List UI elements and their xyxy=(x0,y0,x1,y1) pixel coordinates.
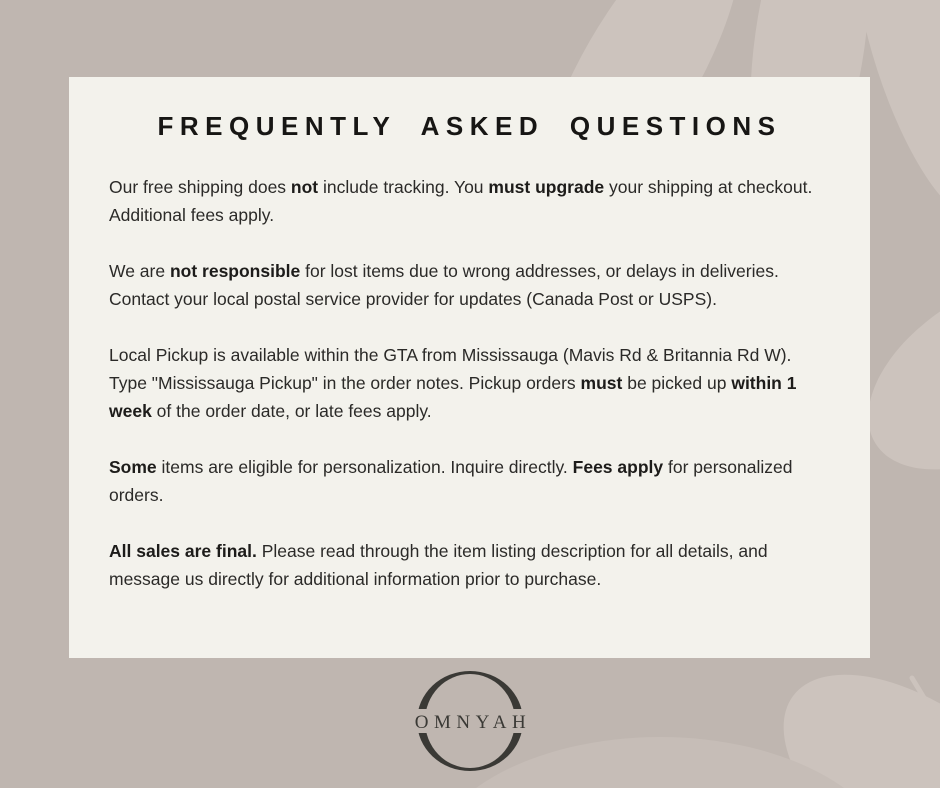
faq-paragraph: Some items are eligible for personalization. Inquire directly. Fees apply for personalized orders. xyxy=(109,457,793,505)
faq-paragraph: Local Pickup is available within the GTA from Mississauga (Mavis Rd & Britannia Rd W). Type "Mississauga Pickup" in the order notes. Pickup orders must be picked up within 1 week of the order date, or late fees apply. xyxy=(109,345,797,421)
logo-wordmark: OMNYAH xyxy=(414,712,532,733)
omnyah-logo xyxy=(408,666,532,778)
faq-paragraph: Our free shipping does not include tracking. You must upgrade your shipping at checkout. Additional fees apply. xyxy=(109,177,813,225)
logo-ring-icon xyxy=(408,666,532,778)
faq-paragraph: We are not responsible for lost items due to wrong addresses, or delays in deliveries. Contact your local postal service provider for updates (Canada Post or USPS). xyxy=(109,261,779,309)
faq-card xyxy=(69,77,870,658)
faq-paragraphs xyxy=(109,173,830,593)
page-title: FREQUENTLY ASKED QUESTIONS xyxy=(157,111,782,141)
faq-paragraph: All sales are final. Please read through the item listing description for all details, and message us directly for additional information prior to purchase. xyxy=(109,541,768,589)
